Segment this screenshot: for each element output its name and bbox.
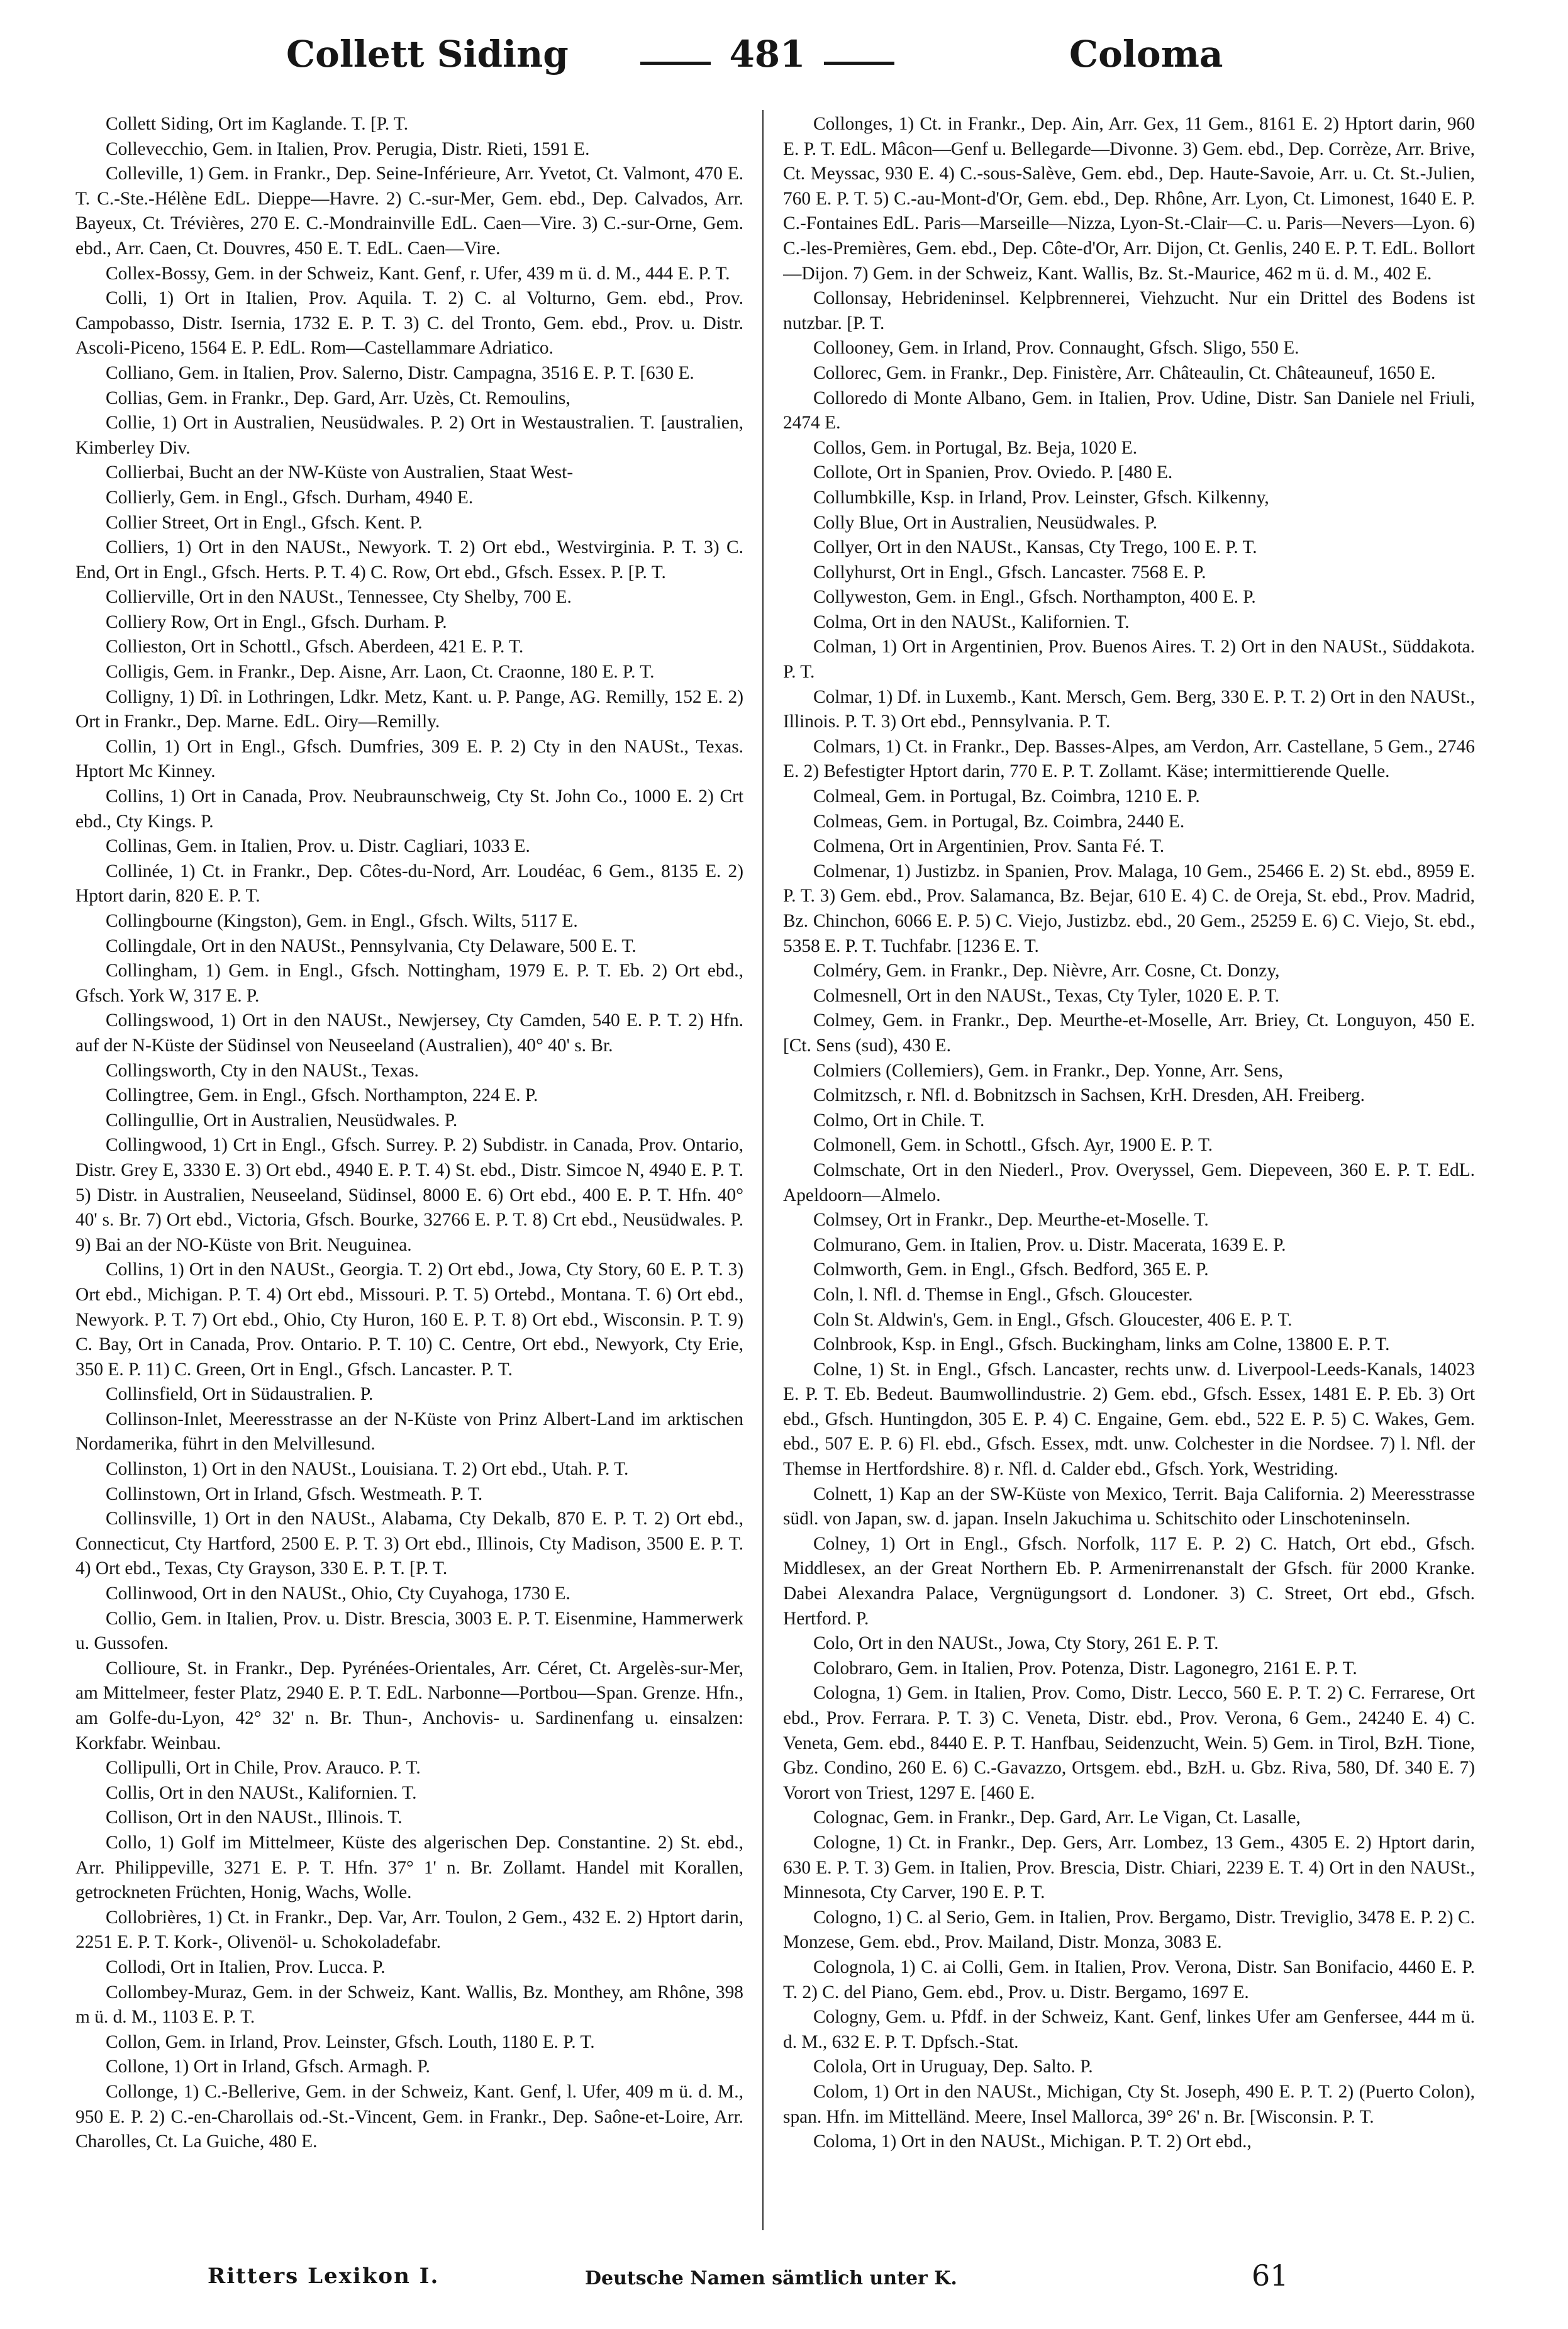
dictionary-entry: Colliano, Gem. in Italien, Prov. Salerno, Distr. Campagna, 3516 E. P. T. [630 E. bbox=[106, 362, 694, 383]
dictionary-entry: Collinston, 1) Ort in den NAUSt., Louisiana. T. 2) Ort ebd., Utah. P. T. bbox=[106, 1459, 629, 1480]
dictionary-entry: Collie, 1) Ort in Australien, Neusüdwales. P. 2) Ort in Westaustralien. T. [australien, Kimberley Div. bbox=[75, 413, 743, 458]
dictionary-entry: Colom, 1) Ort in den NAUSt., Michigan, Cty St. Joseph, 490 E. P. T. 2) (Puerto Colon), span. Hfn. im Mittelländ. Meere, Insel Mallorca, 39° 26' n. Br. [Wisconsin. P. T. bbox=[783, 2081, 1475, 2127]
dictionary-entry: Colola, Ort in Uruguay, Dep. Salto. P. bbox=[813, 2057, 1093, 2077]
dictionary-entry: Collingtree, Gem. in Engl., Gfsch. Northampton, 224 E. P. bbox=[106, 1085, 538, 1106]
dictionary-entry: Colman, 1) Ort in Argentinien, Prov. Buenos Aires. T. 2) Ort in den NAUSt., Süddakota. P. T. bbox=[783, 637, 1475, 683]
dictionary-entry: Collioure, St. in Frankr., Dep. Pyrénées-Orientales, Arr. Céret, Ct. Argelès-sur-Mer, am Mittelmeer, fester Platz, 2940 E. P. T. EdL. Narbonne—Portbou—Span. Grenze. Hfn., am Golfe-du-Lyon, 42° 32' n. Br. Thun-, Anchovis- u. Sardinenfang u. einsalzen: Korkfabr. Weinbau. bbox=[75, 1658, 743, 1753]
dictionary-entry: Collingsworth, Cty in den NAUSt., Texas. bbox=[106, 1060, 419, 1081]
dictionary-entry: Collinson-Inlet, Meeresstrasse an der N-Küste von Prinz Albert-Land im arktischen Nordamerika, führt in den Melvillesund. bbox=[75, 1409, 743, 1455]
dictionary-entry: Collonges, 1) Ct. in Frankr., Dep. Ain, Arr. Gex, 11 Gem., 8161 E. 2) Hptort darin, 960 E. P. T. EdL. Mâcon—Genf u. Bellegarde—Divonne. 3) Gem. ebd., Dep. Corrèze, Arr. Brive, Ct. Meyssac, 930 E. 4) C.-sous-Salève, Gem. ebd., Dep. Haute-Savoie, Arr. u. Ct. St.-Julien, 760 E. P. T. 5) C.-au-Mont-d'Or, Gem. ebd., Dep. Rhône, Arr. Lyon, Ct. Limonest, 1640 E. P. C.-Fontaines EdL. Paris—Marseille—Nizza, Lyon-St.-Clair—C. u. Paris—Nevers—Lyon. 6) C.-les-Premières, Gem. ebd., Dep. Côte-d'Or, Arr. Dijon, Ct. Genlis, 240 E. P. T. EdL. Bollort—Dijon. 7) Gem. in der Schweiz, Kant. Wallis, Bz. St.-Maurice, 462 m ü. d. M., 402 E. bbox=[783, 114, 1475, 284]
page-footer bbox=[0, 2259, 1568, 2309]
dictionary-entry: Colli, 1) Ort in Italien, Prov. Aquila. T. 2) C. al Volturno, Gem. ebd., Prov. Campobasso, Distr. Isernia, 1732 E. P. T. 3) C. del Tronto, Gem. ebd., Prov. u. Distr. Ascoli-Piceno, 1564 E. P. EdL. Rom—Castellammare Adriatico. bbox=[75, 288, 743, 359]
dictionary-entry: Cologne, 1) Ct. in Frankr., Dep. Gers, Arr. Lombez, 13 Gem., 4305 E. 2) Hptort darin, 630 E. P. T. 3) Gem. in Italien, Prov. Brescia, Distr. Chiari, 2239 E. T. 4) Ort in den NAUSt., Minnesota, Cty Carver, 190 E. P. T. bbox=[783, 1832, 1475, 1903]
dictionary-entry: Collinsfield, Ort in Südaustralien. P. bbox=[106, 1384, 374, 1405]
dictionary-entry: Colmworth, Gem. in Engl., Gfsch. Bedford, 365 E. P. bbox=[813, 1259, 1209, 1280]
dictionary-entry: Colligny, 1) Dî. in Lothringen, Ldkr. Metz, Kant. u. P. Pange, AG. Remilly, 152 E. 2) Ort in Frankr., Dep. Marne. EdL. Oiry—Remilly. bbox=[75, 686, 743, 732]
dictionary-entry: Colmonell, Gem. in Schottl., Gfsch. Ayr, 1900 E. P. T. bbox=[813, 1135, 1213, 1156]
dictionary-entry: Collier Street, Ort in Engl., Gfsch. Kent. P. bbox=[106, 512, 423, 533]
dictionary-entry: Colliers, 1) Ort in den NAUSt., Newyork. T. 2) Ort ebd., Westvirginia. P. T. 3) C. End, Ort in Engl., Gfsch. Herts. P. T. 4) C. Row, Ort ebd., Gfsch. Essex. P. [P. T. bbox=[75, 537, 743, 583]
dictionary-entry: Collorec, Gem. in Frankr., Dep. Finistère, Arr. Châteaulin, Ct. Châteauneuf, 1650 E. bbox=[813, 362, 1436, 383]
dictionary-entry: Collo, 1) Golf im Mittelmeer, Küste des algerischen Dep. Constantine. 2) St. ebd., Arr. Philippeville, 3271 E. P. T. Hfn. 37° 1' n. Br. Zollamt. Handel mit Korallen, getrockneten Früchten, Honig, Wachs, Wolle. bbox=[75, 1832, 743, 1903]
page-number: 481 bbox=[729, 33, 806, 75]
dictionary-entry: Colmey, Gem. in Frankr., Dep. Meurthe-et-Moselle, Arr. Briey, Ct. Longuyon, 450 E. [Ct. Sens (sud), 430 E. bbox=[783, 1010, 1475, 1056]
dictionary-entry: Collinas, Gem. in Italien, Prov. u. Distr. Cagliari, 1033 E. bbox=[106, 836, 530, 857]
dictionary-entry: Collins, 1) Ort in Canada, Prov. Neubraunschweig, Cty St. John Co., 1000 E. 2) Crt ebd., Cty Kings. P. bbox=[75, 786, 743, 832]
dictionary-entry: Colliery Row, Ort in Engl., Gfsch. Durham. P. bbox=[106, 612, 447, 632]
dictionary-entry: Colmars, 1) Ct. in Frankr., Dep. Basses-Alpes, am Verdon, Arr. Castellane, 5 Gem., 2746 E. 2) Befestigter Hptort darin, 770 E. P. T. Zollamt. Käse; intermittierende Quelle. bbox=[783, 736, 1475, 782]
dictionary-entry: Collett Siding, Ort im Kaglande. T. [P. T. bbox=[106, 114, 409, 134]
dictionary-entry: Collumbkille, Ksp. in Irland, Prov. Leinster, Gfsch. Kilkenny, bbox=[813, 487, 1269, 508]
dictionary-entry: Colly Blue, Ort in Australien, Neusüdwales. P. bbox=[813, 512, 1157, 533]
dictionary-entry: Colmiers (Collemiers), Gem. in Frankr., Dep. Yonne, Arr. Sens, bbox=[813, 1060, 1283, 1081]
dictionary-entry: Colobraro, Gem. in Italien, Prov. Potenza, Distr. Lagonegro, 2161 E. P. T. bbox=[813, 1658, 1357, 1678]
dictionary-entry: Collingbourne (Kingston), Gem. in Engl., Gfsch. Wilts, 5117 E. bbox=[106, 911, 578, 931]
dictionary-entry: Collingdale, Ort in den NAUSt., Pennsylvania, Cty Delaware, 500 E. T. bbox=[106, 936, 637, 956]
dictionary-entry: Collieston, Ort in Schottl., Gfsch. Aberdeen, 421 E. P. T. bbox=[106, 637, 524, 657]
dictionary-entry: Colmar, 1) Df. in Luxemb., Kant. Mersch, Gem. Berg, 330 E. P. T. 2) Ort in den NAUSt., Illinois. P. T. 3) Ort ebd., Pennsylvania. P. T. bbox=[783, 686, 1475, 732]
dictionary-entry: Collyhurst, Ort in Engl., Gfsch. Lancaster. 7568 E. P. bbox=[813, 562, 1206, 583]
dictionary-entry: Cologno, 1) C. al Serio, Gem. in Italien, Prov. Bergamo, Distr. Treviglio, 3478 E. P. 2) C. Monzese, Gem. ebd., Prov. Mailand, Distr. Monza, 3083 E. bbox=[783, 1907, 1475, 1953]
dictionary-entry: Colnett, 1) Kap an der SW-Küste von Mexico, Territ. Baja California. 2) Meeresstrasse südl. von Japan, sw. d. japan. Inseln Jakuchima u. Schitschito oder Linschoteninseln. bbox=[783, 1483, 1475, 1529]
dictionary-entry: Colmesnell, Ort in den NAUSt., Texas, Cty Tyler, 1020 E. P. T. bbox=[813, 985, 1280, 1006]
dictionary-entry: Colmo, Ort in Chile. T. bbox=[813, 1110, 985, 1131]
dictionary-entry: Collio, Gem. in Italien, Prov. u. Distr. Brescia, 3003 E. P. T. Eisenmine, Hammerwerk u. Gussofen. bbox=[75, 1608, 743, 1654]
page-header bbox=[0, 33, 1568, 89]
running-head-right: Coloma bbox=[1069, 33, 1223, 75]
dictionary-entry: Colméry, Gem. in Frankr., Dep. Nièvre, Arr. Cosne, Ct. Donzy, bbox=[813, 961, 1280, 981]
dictionary-entry: Collone, 1) Ort in Irland, Gfsch. Armagh. P. bbox=[106, 2057, 430, 2077]
dictionary-entry: Collonge, 1) C.-Bellerive, Gem. in der Schweiz, Kant. Genf, l. Ufer, 409 m ü. d. M., 950 E. P. 2) C.-en-Charollais od.-St.-Vincent, Gem. in Frankr., Dep. Saône-et-Loire, Arr. Charolles, Ct. La Guiche, 480 E. bbox=[75, 2081, 743, 2152]
dictionary-entry: Collis, Ort in den NAUSt., Kalifornien. T. bbox=[106, 1782, 417, 1803]
dictionary-entry: Collooney, Gem. in Irland, Prov. Connaught, Gfsch. Sligo, 550 E. bbox=[813, 338, 1299, 359]
dictionary-entry: Colloredo di Monte Albano, Gem. in Italien, Prov. Udine, Distr. San Daniele nel Friuli, 2474 E. bbox=[783, 388, 1475, 433]
dictionary-entry: Collon, Gem. in Irland, Prov. Leinster, Gfsch. Louth, 1180 E. P. T. bbox=[106, 2031, 595, 2052]
running-head-left: Collett Siding bbox=[286, 33, 569, 75]
dictionary-entry: Coloma, 1) Ort in den NAUSt., Michigan. P. T. 2) Ort ebd., bbox=[813, 2131, 1252, 2152]
dictionary-entry: Colmschate, Ort in den Niederl., Prov. Overyssel, Gem. Diepeveen, 360 E. P. T. EdL. Apeldoorn—Almelo. bbox=[783, 1159, 1475, 1205]
dictionary-entry: Colognac, Gem. in Frankr., Dep. Gard, Arr. Le Vigan, Ct. Lasalle, bbox=[813, 1807, 1301, 1828]
dictionary-entry: Collote, Ort in Spanien, Prov. Oviedo. P. [480 E. bbox=[813, 462, 1173, 483]
dictionary-entry: Collex-Bossy, Gem. in der Schweiz, Kant. Genf, r. Ufer, 439 m ü. d. M., 444 E. P. T. bbox=[106, 263, 730, 284]
dictionary-entry: Colleville, 1) Gem. in Frankr., Dep. Seine-Inférieure, Arr. Yvetot, Ct. Valmont, 470 E. T. C.-Ste.-Hélène EdL. Dieppe—Havre. 2) C.-sur-Mer, Gem. ebd., Dep. Calvados, Arr. Bayeux, Ct. Trévières, 270 E. C.-Mondrainville EdL. Caen—Vire. 3) C.-sur-Orne, Gem. ebd., Arr. Caen, Ct. Douvres, 450 E. T. EdL. Caen—Vire. bbox=[75, 164, 743, 259]
dictionary-entry: Collinwood, Ort in den NAUSt., Ohio, Cty Cuyahoga, 1730 E. bbox=[106, 1583, 570, 1604]
dictionary-entry: Collierbai, Bucht an der NW-Küste von Australien, Staat West- bbox=[106, 462, 574, 483]
signature-mark: 61 bbox=[1252, 2259, 1289, 2293]
dictionary-entry: Colmeal, Gem. in Portugal, Bz. Coimbra, 1210 E. P. bbox=[813, 786, 1200, 807]
dictionary-entry: Colmitzsch, r. Nfl. d. Bobnitzsch in Sachsen, KrH. Dresden, AH. Freiberg. bbox=[813, 1085, 1365, 1106]
dictionary-entry: Collyer, Ort in den NAUSt., Kansas, Cty Trego, 100 E. P. T. bbox=[813, 537, 1257, 558]
dictionary-entry: Collinstown, Ort in Irland, Gfsch. Westmeath. P. T. bbox=[106, 1483, 483, 1504]
dictionary-entry: Collingham, 1) Gem. in Engl., Gfsch. Nottingham, 1979 E. P. T. Eb. 2) Ort ebd., Gfsch. York W, 317 E. P. bbox=[75, 961, 743, 1006]
column-rule bbox=[762, 110, 764, 2230]
header-dash-right bbox=[824, 62, 894, 65]
dictionary-entry: Colne, 1) St. in Engl., Gfsch. Lancaster, rechts unw. d. Liverpool-Leeds-Kanals, 14023 E. P. T. Eb. Bedeut. Baumwollindustrie. 2) Gem. ebd., Gfsch. Essex, 1481 E. P. Eb. 3) Ort ebd., Gfsch. Huntingdon, 305 E. P. 4) C. Engaine, Gem. ebd., 522 E. P. 5) C. Wakes, Gem. ebd., 507 E. P. 6) Fl. ebd., Gfsch. Essex, mdt. unw. Colchester in die Nordsee. 7) l. Nfl. der Themse in Hertfordshire. 8) r. Nfl. d. Calder ebd., Gfsch. York, Westriding. bbox=[783, 1359, 1475, 1480]
dictionary-entry: Collos, Gem. in Portugal, Bz. Beja, 1020 E. bbox=[813, 437, 1138, 458]
dictionary-entry: Coln St. Aldwin's, Gem. in Engl., Gfsch. Gloucester, 406 E. P. T. bbox=[813, 1309, 1293, 1330]
dictionary-entry: Collierly, Gem. in Engl., Gfsch. Durham, 4940 E. bbox=[106, 487, 474, 508]
dictionary-entry: Collingullie, Ort in Australien, Neusüdwales. P. bbox=[106, 1110, 458, 1131]
dictionary-entry: Colmenar, 1) Justizbz. in Spanien, Prov. Malaga, 10 Gem., 25466 E. 2) St. ebd., 8959 E. P. T. 3) Gem. ebd., Prov. Salamanca, Bz. Bejar, 610 E. 4) C. de Oreja, St. ebd., Prov. Madrid, Bz. Chinchon, 6066 E. P. 5) C. Viejo, Justizbz. ebd., 20 Gem., 25259 E. 6) C. Viejo, St. ebd., 5358 E. P. T. Tuchfabr. [1236 E. T. bbox=[783, 861, 1475, 956]
dictionary-entry: Cologny, Gem. u. Pfdf. in der Schweiz, Kant. Genf, linkes Ufer am Genfersee, 444 m ü. d. M., 632 E. P. T. Dpfsch.-Stat. bbox=[783, 2007, 1475, 2052]
dictionary-entry: Colney, 1) Ort in Engl., Gfsch. Norfolk, 117 E. P. 2) C. Hatch, Ort ebd., Gfsch. Middlesex, an der Great Northern Eb. P. Armenirrenanstalt der Gfsch. für 2000 Kranke. Dabei Alexandra Palace, Vergnügungsort d. Londoner. 3) C. Street, Ort ebd., Gfsch. Hertford. P. bbox=[783, 1533, 1475, 1629]
dictionary-entry: Collipulli, Ort in Chile, Prov. Arauco. P. T. bbox=[106, 1758, 421, 1779]
dictionary-entry: Collyweston, Gem. in Engl., Gfsch. Northampton, 400 E. P. bbox=[813, 587, 1256, 608]
dictionary-entry: Collierville, Ort in den NAUSt., Tennessee, Cty Shelby, 700 E. bbox=[106, 587, 572, 608]
dictionary-entry: Colligis, Gem. in Frankr., Dep. Aisne, Arr. Laon, Ct. Craonne, 180 E. P. T. bbox=[106, 662, 655, 683]
dictionary-entry: Colo, Ort in den NAUSt., Jowa, Cty Story, 261 E. P. T. bbox=[813, 1633, 1219, 1654]
dictionary-entry: Colmena, Ort in Argentinien, Prov. Santa Fé. T. bbox=[813, 836, 1165, 857]
dictionary-entry: Colmurano, Gem. in Italien, Prov. u. Distr. Macerata, 1639 E. P. bbox=[813, 1234, 1286, 1255]
dictionary-entry: Collodi, Ort in Italien, Prov. Lucca. P. bbox=[106, 1957, 386, 1977]
dictionary-entry: Colmsey, Ort in Frankr., Dep. Meurthe-et-Moselle. T. bbox=[813, 1210, 1209, 1231]
dictionary-entry: Collingwood, 1) Crt in Engl., Gfsch. Surrey. P. 2) Subdistr. in Canada, Prov. Ontario, Distr. Grey E, 3330 E. 3) Ort ebd., 4940 E. P. T. 4) St. ebd., Distr. Simcoe N, 4940 E. P. T. 5) Distr. in Australien, Neuseeland, Südinsel, 8000 E. 6) Ort ebd., 400 E. P. T. Hfn. 40° 40' s. Br. 7) Ort ebd., Victoria, Gfsch. Bourke, 32766 E. P. T. 8) Crt ebd., Neusüdwales. P. 9) Bai an der NO-Küste von Brit. Neuguinea. bbox=[75, 1135, 743, 1255]
dictionary-entry: Colnbrook, Ksp. in Engl., Gfsch. Buckingham, links am Colne, 13800 E. P. T. bbox=[813, 1334, 1390, 1355]
dictionary-entry: Colma, Ort in den NAUSt., Kalifornien. T. bbox=[813, 612, 1130, 632]
footer-center: Deutsche Namen sämtlich unter K. bbox=[585, 2267, 957, 2289]
dictionary-entry: Collison, Ort in den NAUSt., Illinois. T. bbox=[106, 1807, 403, 1828]
footer-left: Ritters Lexikon I. bbox=[208, 2264, 440, 2289]
dictionary-entry: Collin, 1) Ort in Engl., Gfsch. Dumfries, 309 E. P. 2) Cty in den NAUSt., Texas. Hptort Mc Kinney. bbox=[75, 736, 743, 782]
dictionary-entry: Collobrières, 1) Ct. in Frankr., Dep. Var, Arr. Toulon, 2 Gem., 432 E. 2) Hptort darin, 2251 E. P. T. Kork-, Olivenöl- u. Schokoladefabr. bbox=[75, 1907, 743, 1953]
dictionary-entry: Collinsville, 1) Ort in den NAUSt., Alabama, Cty Dekalb, 870 E. P. T. 2) Ort ebd., Connecticut, Cty Hartford, 2500 E. P. T. 3) Ort ebd., Illinois, Cty Madison, 3500 E. P. T. 4) Ort ebd., Texas, Cty Grayson, 330 E. P. T. [P. T. bbox=[75, 1509, 743, 1579]
dictionary-entry: Colmeas, Gem. in Portugal, Bz. Coimbra, 2440 E. bbox=[813, 811, 1185, 832]
right-column bbox=[783, 112, 1475, 2251]
dictionary-entry: Colognola, 1) C. ai Colli, Gem. in Italien, Prov. Verona, Distr. San Bonifacio, 4460 E. P. T. 2) C. del Piano, Gem. ebd., Prov. u. Distr. Bergamo, 1697 E. bbox=[783, 1957, 1475, 2002]
dictionary-entry: Coln, l. Nfl. d. Themse in Engl., Gfsch. Gloucester. bbox=[813, 1284, 1193, 1305]
dictionary-entry: Collevecchio, Gem. in Italien, Prov. Perugia, Distr. Rieti, 1591 E. bbox=[106, 138, 590, 159]
dictionary-entry: Collinée, 1) Ct. in Frankr., Dep. Côtes-du-Nord, Arr. Loudéac, 6 Gem., 8135 E. 2) Hptort darin, 820 E. P. T. bbox=[75, 861, 743, 907]
header-dash-left bbox=[640, 62, 711, 65]
dictionary-entry: Collias, Gem. in Frankr., Dep. Gard, Arr. Uzès, Ct. Remoulins, bbox=[106, 388, 570, 408]
left-column bbox=[75, 112, 743, 2251]
dictionary-entry: Collonsay, Hebrideninsel. Kelpbrennerei, Viehzucht. Nur ein Drittel des Bodens ist nutzbar. [P. T. bbox=[783, 288, 1475, 333]
dictionary-entry: Collins, 1) Ort in den NAUSt., Georgia. T. 2) Ort ebd., Jowa, Cty Story, 60 E. P. T. 3) Ort ebd., Michigan. P. T. 4) Ort ebd., Missouri. P. T. 5) Ortebd., Montana. T. 6) Ort ebd., Newyork. P. T. 7) Ort ebd., Ohio, Cty Huron, 160 E. P. T. 8) Ort ebd., Wisconsin. P. T. 9) C. Bay, Ort in Canada, Prov. Ontario. P. T. 10) C. Centre, Ort ebd., Newyork, Cty Erie, 350 E. P. 11) C. Green, Ort in Engl., Gfsch. Lancaster. P. T. bbox=[75, 1259, 743, 1380]
dictionary-entry: Collingswood, 1) Ort in den NAUSt., Newjersey, Cty Camden, 540 E. P. T. 2) Hfn. auf der N-Küste der Südinsel von Neuseeland (Australien), 40° 40' s. Br. bbox=[75, 1010, 743, 1056]
dictionary-entry: Cologna, 1) Gem. in Italien, Prov. Como, Distr. Lecco, 560 E. P. T. 2) C. Ferrarese, Ort ebd., Prov. Ferrara. P. T. 3) C. Veneta, Distr. ebd., Prov. Verona, 6 Gem., 24240 E. 4) C. Veneta, Gem. ebd., 8440 E. P. T. Hanfbau, Seidenzucht, Wein. 5) Gem. in Tirol, BzH. Tione, Gbz. Condino, 260 E. 6) C.-Gavazzo, Ortsgem. ebd., BzH. u. Gbz. Riva, 580, Df. 340 E. 7) Vorort von Triest, 1297 E. [460 E. bbox=[783, 1683, 1475, 1803]
dictionary-entry: Collombey-Muraz, Gem. in der Schweiz, Kant. Wallis, Bz. Monthey, am Rhône, 398 m ü. d. M., 1103 E. P. T. bbox=[75, 1982, 743, 2028]
